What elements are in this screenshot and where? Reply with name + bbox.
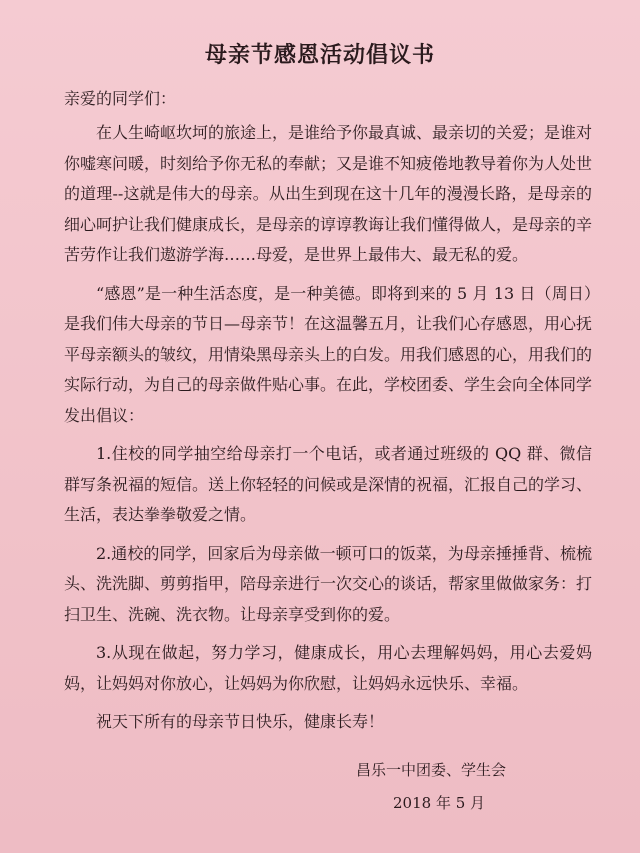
document-title: 母亲节感恩活动倡议书 (204, 42, 435, 68)
signature: 昌乐一中团委、学生会 (356, 761, 507, 779)
proposal-item-1: 1.住校的同学抽空给母亲打一个电话，或者通过班级的 QQ 群、微信群写条祝福的短信。送上你轻轻的问候或是深情的祝福，汇报自己的学习、生活，表达拳拳敬爱之情。 (64, 444, 593, 524)
document-body (64, 118, 592, 746)
paragraph-intro: 在人生崎岖坎坷的旅途上，是谁给予你最真诚、最亲切的关爱；是谁对你嘘寒问暖，时刻给予你无私的奉献；又是谁不知疲倦地教导着你为人处世的道理--这就是伟大的母亲。从出生到现在这十几年的漫漫长路，是母亲的细心呵护让我们健康成长，是母亲的谆谆教诲让我们懂得做人，是母亲的辛苦劳作让我们遨游学海……母爱，是世界上最伟大、最无私的爱。 (64, 123, 593, 264)
salutation: 亲爱的同学们： (64, 89, 177, 108)
paragraph-gratitude: “感恩”是一种生活态度，是一种美德。即将到来的 5 月 13 日（周日）是我们伟大母亲的节日—母亲节！在这温馨五月，让我们心存感恩，用心抚平母亲额头的皱纹，用情染黑母亲头上的白发。用我们感恩的心，用我们的实际行动，为自己的母亲做件贴心事。在此，学校团委、学生会向全体同学发出倡议： (64, 283, 593, 425)
proposal-item-3: 3.从现在做起，努力学习，健康成长，用心去理解妈妈，用心去爱妈妈，让妈妈对你放心，让妈妈为你欣慰，让妈妈永远快乐、幸福。 (64, 643, 592, 693)
document-date: 2018 年 5 月 (393, 794, 486, 812)
proposal-item-2: 2.通校的同学，回家后为母亲做一顿可口的饭菜，为母亲捶捶背、梳梳头、洗洗脚、剪剪指甲，陪母亲进行一次交心的谈话，帮家里做做家务：打扫卫生、洗碗、洗衣物。让母亲享受到你的爱。 (64, 543, 593, 624)
closing-wish: 祝天下所有的母亲节日快乐，健康长寿！ (96, 712, 385, 731)
